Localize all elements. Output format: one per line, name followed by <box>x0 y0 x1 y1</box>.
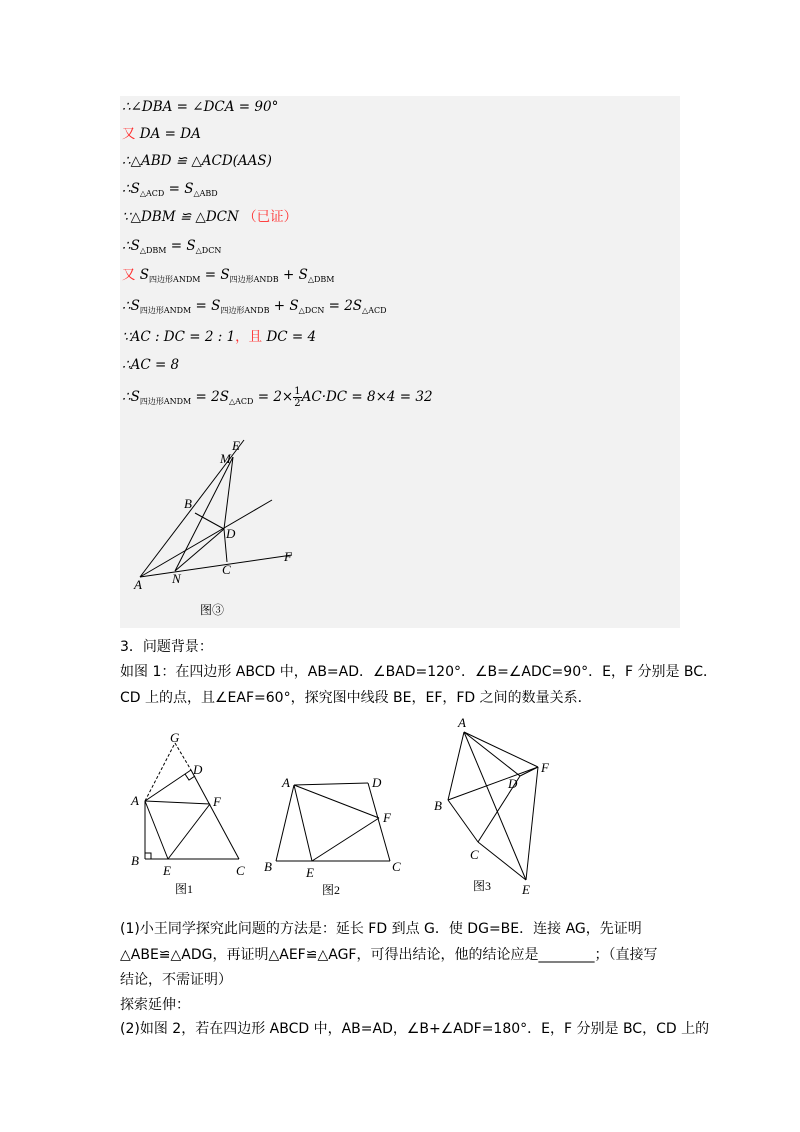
part2-line-1: (2)如图 2，若在四边形 ABCD 中，AB=AD，∠B+∠ADF=180°．E，F 分别是 BC，CD 上的 <box>120 1021 710 1037</box>
segment-BD <box>195 513 224 529</box>
figure-2-diagram <box>262 765 412 900</box>
label-B: B <box>434 798 442 813</box>
segment-BF <box>448 767 538 800</box>
segment-AD <box>145 770 191 801</box>
label-B: B <box>131 853 139 868</box>
label-M: M <box>220 451 231 466</box>
label-B: B <box>264 859 272 874</box>
segment-AF <box>145 801 210 804</box>
label-B: B <box>184 496 192 511</box>
figure-3b-diagram <box>428 712 568 897</box>
segment-EF <box>312 818 379 861</box>
segment-DN <box>175 529 224 571</box>
segment-GD-dashed <box>175 743 191 770</box>
problem-line-1: 如图 1：在四边形 ABCD 中，AB=AD．∠BAD=120°．∠B=∠ADC=90°．E，F 分别是 BC． <box>120 664 718 680</box>
figure-3-caption: 图③ <box>200 603 225 617</box>
label-A: A <box>134 577 142 592</box>
label-N: N <box>172 571 181 586</box>
label-E: E <box>232 438 240 453</box>
segment-MN <box>175 457 233 571</box>
proof-line-3: ∴△ABD ≌ △ACD(AAS) <box>122 153 272 169</box>
segment-AE <box>145 801 168 859</box>
ray-AF <box>140 555 292 577</box>
label-D: D <box>193 762 203 777</box>
segment-AF <box>464 732 538 767</box>
proof-line-5: ∵△DBM ≌ △DCN （已证） <box>122 209 298 225</box>
segment-AD <box>294 783 368 785</box>
label-A: A <box>131 793 139 808</box>
label-C: C <box>470 847 479 862</box>
part1-line-3: 结论，不需证明） <box>120 972 232 988</box>
proof-line-6: $\therefore S_{\triangle DBM} = S_{\triangle DCN}$ <box>122 238 222 255</box>
label-F: F <box>383 810 391 825</box>
segment-BC <box>448 800 478 842</box>
segment-AB <box>448 732 464 800</box>
segment-AB <box>276 785 294 861</box>
proof-line-9: ∵AC : DC = 2 : 1，且 DC = 4 <box>122 329 317 345</box>
figure-1-caption: 图1 <box>175 882 194 896</box>
label-C: C <box>236 863 245 878</box>
label-F: F <box>541 760 549 775</box>
label-G: G <box>170 733 180 745</box>
label-E: E <box>522 882 530 897</box>
label-D: D <box>508 776 518 791</box>
label-C: C <box>392 859 401 874</box>
figure-1-diagram <box>125 733 255 898</box>
problem-line-2: CD 上的点，且∠EAF=60°，探究图中线段 BE，EF，FD 之间的数量关系． <box>120 690 592 706</box>
segment-AE <box>294 785 312 861</box>
segment-DC <box>191 770 239 859</box>
proof-line-2: 又 DA = DA <box>122 126 201 142</box>
fraction-one-half: $\frac{1}{2}$ <box>294 386 301 409</box>
proof-line-11: $\therefore S_{四边形ANDM} = 2S_{\triangle ACD} = 2\times$ $\frac{1}{2}$ AC·DC = 8×4 = 32 <box>122 386 433 409</box>
explore-heading: 探索延伸： <box>120 997 190 1013</box>
part1-line-1: (1)小王同学探究此问题的方法是：延长 FD 到点 G．使 DG=BE．连接 AG，先证明 <box>120 921 642 937</box>
label-F: F <box>284 549 292 564</box>
figure-3-diagram <box>120 430 310 625</box>
proof-line-4: $\therefore S_{\triangle ACD} = S_{\triangle ABD}$ <box>122 181 218 198</box>
figure-3-background-right <box>310 422 680 628</box>
proof-line-1: ∴∠DBA = ∠DCA = 90° <box>122 99 279 115</box>
right-angle-B <box>145 853 151 859</box>
proof-line-10: ∴AC = 8 <box>122 357 180 373</box>
segment-CE <box>478 842 526 880</box>
label-C: C <box>222 562 231 577</box>
proof-line-8: $\therefore S_{四边形ANDM} = S_{四边形ANDB} + S_{\triangle DCN} = 2S_{\triangle ACD}$ <box>122 298 387 315</box>
label-F: F <box>213 794 221 809</box>
segment-AG-dashed <box>145 743 175 801</box>
problem-heading: 3．问题背景： <box>120 639 213 655</box>
segment-AF <box>294 785 379 818</box>
segment-MD <box>224 457 233 529</box>
label-E: E <box>306 865 314 880</box>
label-A: A <box>282 775 290 790</box>
part1-line-2: △ABE≌△ADG，再证明△AEF≌△AGF，可得出结论，他的结论应是________；（直接写 <box>120 947 658 963</box>
figure-2-caption: 图2 <box>322 883 341 897</box>
label-E: E <box>163 863 171 878</box>
segment-EF <box>168 804 210 859</box>
label-D: D <box>226 526 236 541</box>
label-D: D <box>372 775 382 790</box>
label-A: A <box>458 715 466 730</box>
proof-line-7: 又 $S_{四边形ANDM} = S_{四边形ANDB} + S_{\triangle DBM}$ <box>122 267 335 284</box>
ray-AD <box>140 500 272 577</box>
segment-FE <box>526 767 538 880</box>
figure-3b-caption: 图3 <box>473 879 492 893</box>
